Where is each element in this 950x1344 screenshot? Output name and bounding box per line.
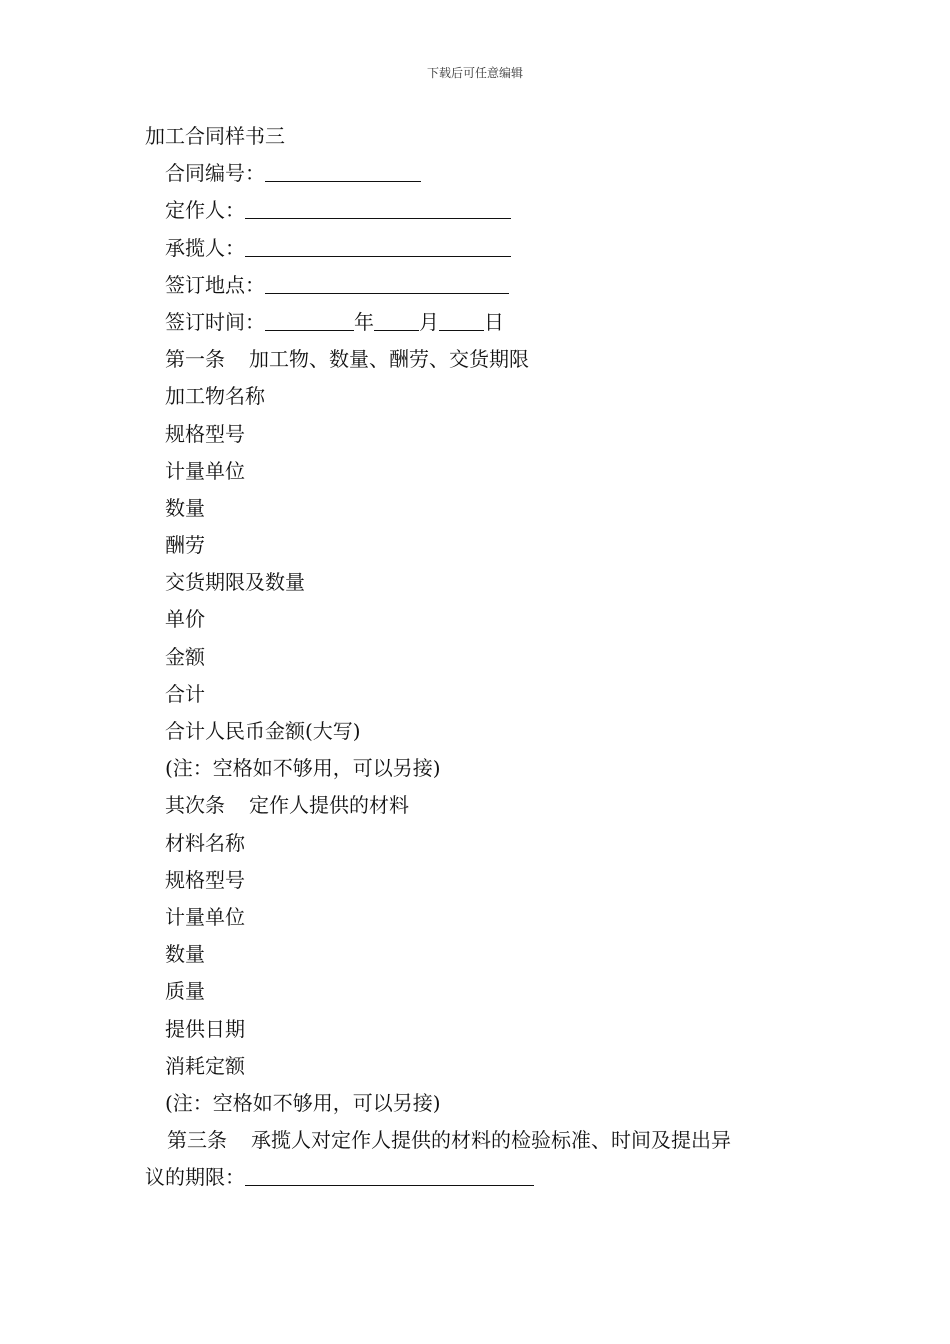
article-1-heading: [145, 341, 810, 378]
article-2-heading: [145, 787, 810, 824]
signing-place-row: [145, 267, 810, 304]
list-item: 合计: [165, 681, 205, 706]
signing-place-blank[interactable]: [265, 271, 509, 294]
article-3-text: 承揽人对定作人提供的材料的检验标准、时间及提出异: [251, 1128, 731, 1153]
year-label: 年: [354, 309, 374, 334]
list-item: 质量: [165, 979, 205, 1004]
article-3-number: 第三条: [167, 1128, 227, 1153]
article-2-note: (注：空格如不够用，可以另接): [165, 1090, 441, 1115]
day-blank[interactable]: [439, 308, 484, 331]
list-item: 酬劳: [165, 533, 205, 558]
article-3-text-cont: 议的期限：: [145, 1165, 245, 1190]
list-item: 消耗定额: [165, 1053, 245, 1078]
list-item: 规格型号: [165, 867, 245, 892]
list-item: 计量单位: [165, 458, 245, 483]
list-item: 数量: [165, 942, 205, 967]
list-item: 加工物名称: [165, 384, 265, 409]
article-2-title: 定作人提供的材料: [249, 793, 409, 818]
list-item: 单价: [165, 607, 205, 632]
month-blank[interactable]: [374, 308, 419, 331]
list-item: 合计人民币金额(大写): [165, 719, 361, 743]
contractor-label: 承揽人：: [165, 235, 245, 260]
contract-number-blank[interactable]: [265, 159, 421, 182]
signing-place-label: 签订地点：: [165, 272, 265, 297]
contract-number-label: 合同编号：: [165, 161, 265, 186]
contractor-row: [145, 230, 810, 267]
article-1-number: 第一条: [165, 347, 225, 372]
article-2-number: 其次条: [165, 793, 225, 818]
document-title: 加工合同样书三: [145, 124, 285, 148]
objection-period-blank[interactable]: [245, 1163, 534, 1186]
orderer-blank[interactable]: [245, 196, 511, 219]
list-item: 提供日期: [165, 1016, 245, 1041]
month-label: 月: [419, 309, 439, 334]
contract-number-row: [145, 155, 810, 192]
article-3-line-1: [145, 1122, 807, 1159]
list-item: 计量单位: [165, 904, 245, 929]
signing-time-row: [145, 304, 810, 341]
year-blank[interactable]: [265, 308, 354, 331]
orderer-row: [145, 192, 810, 229]
orderer-label: 定作人：: [165, 198, 245, 223]
contractor-blank[interactable]: [245, 234, 511, 257]
list-item: 材料名称: [165, 830, 245, 855]
list-item: 金额: [165, 644, 205, 669]
article-1-title: 加工物、数量、酬劳、交货期限: [249, 347, 529, 372]
list-item: 数量: [165, 495, 205, 520]
list-item: 规格型号: [165, 421, 245, 446]
article-1-note: (注：空格如不够用，可以另接): [165, 756, 441, 781]
contract-document: [145, 118, 810, 1196]
article-3-line-2: [145, 1159, 810, 1196]
page-header: 下载后可任意编辑: [426, 66, 523, 80]
day-label: 日: [484, 309, 504, 334]
list-item: 交货期限及数量: [165, 570, 305, 595]
signing-time-label: 签订时间：: [165, 309, 265, 334]
